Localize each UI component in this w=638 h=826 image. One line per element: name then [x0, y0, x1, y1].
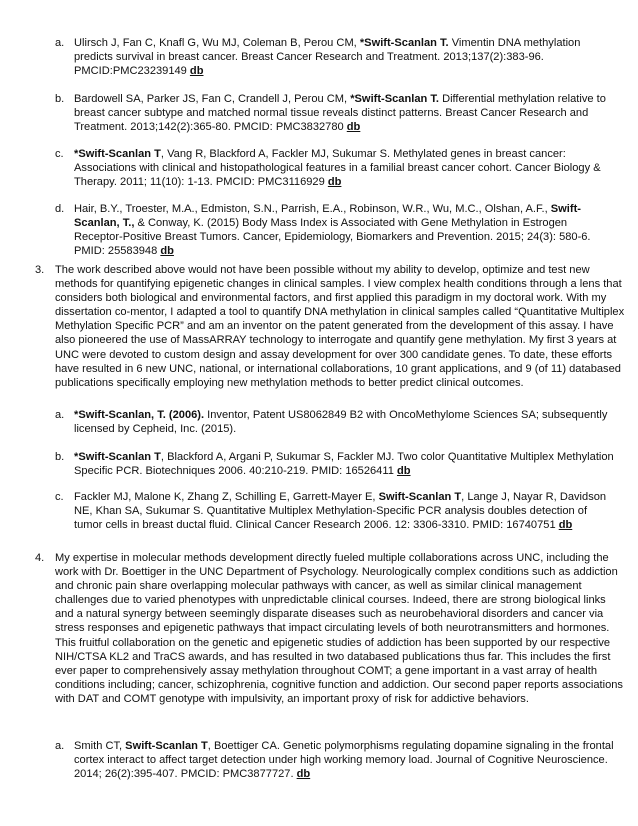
numbered-paragraph	[35, 263, 625, 390]
reference-author-highlight: *Swift-Scanlan, T. (2006).	[74, 409, 205, 421]
reference-entry	[55, 92, 615, 134]
reference-citation: Differential methylation relative to breast cancer subtype and matched normal tissue reveals distinct patterns. Breast Cancer Research and Treatment. 2013;142(2):365-80. PMCID: PMC3832780	[74, 93, 606, 134]
reference-label: b.	[55, 93, 65, 105]
reference-authors: Smith CT,	[74, 740, 126, 752]
paragraph-number: 3.	[35, 264, 45, 276]
db-link[interactable]: db	[189, 65, 204, 78]
reference-authors: Fackler MJ, Malone K, Zhang Z, Schilling E, Garrett-Mayer E,	[74, 491, 379, 503]
reference-label: b.	[55, 451, 65, 463]
db-link[interactable]: db	[558, 519, 573, 532]
db-link[interactable]: db	[160, 245, 174, 258]
reference-citation: , Vang R, Blackford A, Fackler MJ, Sukumar S. Methylated genes in breast cancer: Associations with clinical and histopathological features in a familial breast cancer cohort. Cancer Biology & Therapy. 2011; 11(10): 1-13. PMCID: PMC3116929	[74, 148, 601, 189]
reference-citation: , Boettiger CA. Genetic polymorphisms regulating dopamine signaling in the frontal cortex interact to affect target detection under high working memory load. Journal of Cognitive Neuroscience. 2014; 26(2):395-407. PMCID: PMC3877727.	[74, 740, 614, 781]
reference-entry	[55, 739, 615, 781]
reference-entry	[55, 202, 615, 258]
reference-author-highlight: Swift-Scanlan T	[125, 740, 208, 752]
reference-entry	[55, 147, 615, 189]
reference-label: a.	[55, 740, 65, 752]
reference-label: a.	[55, 37, 65, 49]
reference-label: a.	[55, 409, 65, 421]
reference-authors: Ulirsch J, Fan C, Knafl G, Wu MJ, Coleman B, Perou CM,	[74, 37, 360, 49]
reference-citation: Vimentin DNA methylation predicts survival in breast cancer. Breast Cancer Research and Treatment. 2013;137(2):383-96. PMCID:PMC23239149	[74, 37, 581, 78]
db-link[interactable]: db	[327, 176, 342, 189]
reference-citation: , Blackford A, Argani P, Sukumar S, Fackler MJ. Two color Quantitative Multiplex Methylation Specific PCR. Biotechniques 2006. 40:210-219. PMID: 16526411	[74, 451, 614, 478]
reference-label: c.	[55, 148, 64, 160]
db-link[interactable]: db	[396, 465, 411, 478]
numbered-paragraph	[35, 551, 625, 706]
reference-entry	[55, 36, 615, 78]
reference-entry	[55, 490, 615, 532]
reference-citation: & Conway, K. (2015) Body Mass Index is Associated with Gene Methylation in Estrogen Receptor-Positive Breast Tumors. Cancer, Epidemiology, Biomarkers and Prevention. 2015; 24(3): 580-6. PMID: 25583948	[74, 217, 591, 258]
reference-label: c.	[55, 491, 64, 503]
reference-label: d.	[55, 203, 65, 215]
paragraph-number: 4.	[35, 552, 45, 564]
db-link[interactable]: db	[296, 768, 311, 781]
paragraph-text: The work described above would not have been possible without my ability to develop, optimize and test new methods for quantifying epigenetic changes in clinical samples. I view complex health conditions through a lens that considers both biological and environmental factors, and first applied this paradigm in my doctoral work. With my dissertation co-mentor, I adapted a tool to quantify DNA methylation in clinical samples called “Quantitative Multiplex Methylation Specific PCR” and am an inventor on the patent generated from the development of this assay. I have also pioneered the use of MassARRAY technology to interrogate and quantify gene methylation. My first 3 years at UNC were devoted to custom design and assay development for over 300 candidate genes. To date, these efforts have resulted in 6 new UNC, national, or international collaborations, 10 grant applications, and 9 (of 11) databased publications specifically employing new methylation methods to better predict clinical outcomes.	[55, 264, 625, 389]
reference-author-highlight: *Swift-Scanlan T.	[350, 93, 439, 105]
reference-author-highlight: *Swift-Scanlan T.	[359, 37, 449, 49]
paragraph-text: My expertise in molecular methods development directly fueled multiple collaborations across UNC, including the work with Dr. Boettiger in the UNC Department of Psychology. Neurologically complex conditions such as addiction and chronic pain share overlapping molecular pathways with cancer, as well as similar clinical management challenges due to varied phenotypes with unpredictable clinical courses. Indeed, there are strong biological links and a natural synergy between seemingly disparate diseases such as neurobehavioral disorders and cancer via stress responses and epigenetic pathways that impact circulating levels of both neurotransmitters and hormones. This fruitful collaboration on the genetic and epigenetic studies of addiction has been supported by our respective NIH/CTSA KL2 and TraCS awards, and has resulted in two databased publications thus far. This includes the first ever paper to comprehensively assay methylation throughout COMT; a gene important in a vast array of health conditions including; cancer, schizophrenia, cognitive function and addiction. Our second paper reports associations with DAT and COMT genotype with impulsivity, an important proxy of risk for addictive behaviors.	[55, 552, 623, 705]
reference-authors: Hair, B.Y., Troester, M.A., Edmiston, S.N., Parrish, E.A., Robinson, W.R., Wu, M.C., Olshan, A.F.,	[74, 203, 551, 215]
reference-entry	[55, 450, 615, 478]
reference-authors: Bardowell SA, Parker JS, Fan C, Crandell J, Perou CM,	[74, 93, 351, 105]
reference-author-highlight: Swift-Scanlan, T.,	[74, 203, 581, 230]
reference-entry	[55, 408, 615, 436]
db-link[interactable]: db	[346, 121, 361, 134]
reference-author-highlight: *Swift-Scanlan T	[74, 148, 161, 160]
reference-citation: , Lange J, Nayar R, Davidson NE, Khan SA, Sukumar S. Quantitative Multiplex Methylation-Specific PCR analysis doubles detection of tumor cells in breast ductal fluid. Clinical Cancer Research 2006. 12: 3306-3310. PMID: 16740751	[74, 491, 607, 532]
reference-citation: Inventor, Patent US8062849 B2 with OncoMethylome Sciences SA; subsequently licensed by Cepheid, Inc. (2015).	[74, 409, 608, 436]
reference-author-highlight: *Swift-Scanlan T	[74, 451, 161, 463]
reference-author-highlight: Swift-Scanlan T	[378, 491, 462, 503]
